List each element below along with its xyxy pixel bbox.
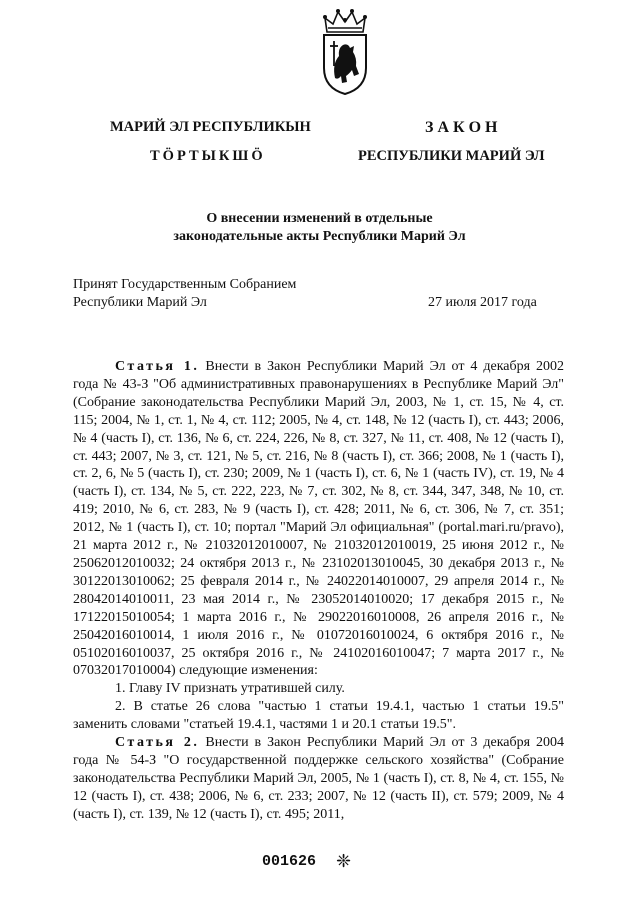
article-2-paragraph [73,734,564,824]
header-right-line2: РЕСПУБЛИКИ МАРИЙ ЭЛ [358,148,545,164]
article-2-text: Внести в Закон Республики Марий Эл от 3 декабря 2004 года № 54-З "О государственной поддержке сельского хозяйства" (Собрание законодательства Республики Марий Эл, 2005, № 1 (часть I), ст. 8, № 4, ст. 155, № 12 (часть I), ст. 438; 2006, № 6, ст. 233; 2007, № 12 (часть II), ст. 579; 2009, № 4 (часть I), ст. 139, № 12 (часть I), ст. 495; 2011, [73,735,565,822]
adoption-line1: Принят Государственным Собранием [73,277,297,292]
article-1-paragraph [73,358,564,680]
article-1-item-2: 2. В статье 26 слова "частью 1 статьи 19.4.1, частью 1 статьи 19.5" заменить словами "статьей 19.4.1, частями 1 и 20.1 статьи 19.5". [73,699,564,733]
mari-el-coat-of-arms-icon [319,8,371,96]
header-left-line1: МАРИЙ ЭЛ РЕСПУБЛИКЫН [110,119,311,135]
decorative-mark-icon: ❈ [336,851,352,872]
adoption-line2: Республики Марий Эл [73,295,207,310]
article-2-label: Статья 2. [115,735,200,751]
header-left-line2: ТӦРТЫКШӦ [150,148,266,164]
article-1-item-1: 1. Главу IV признать утратившей силу. [115,681,345,697]
article-1-text: Внести в Закон Республики Марий Эл от 4 декабря 2002 года № 43-З "Об административных правонарушениях в Республике Марий Эл" (Собрание законодательства Республики Марий Эл, 2003, № 1, ст. 15, № 4, ст. 115; 2004, № 1, ст. 1, № 4, ст. 112; 2005, № 4, ст. 148, № 12 (часть I), ст. 443; 2006, № 4 (часть I), ст. 136, № 6, ст. 224, 226, № 8, ст. 327, № 11, ст. 408, № 12 (часть I), ст. 443; 2007, № 3, ст. 121, № 5, ст. 216, № 8 (часть I), ст. 366; 2008, № 1 (часть I), ст. 2, 6, № 5 (часть I), ст. 230; 2009, № 1 (часть I), ст. 6, № 1 (часть IV), ст. 19, № 4 (часть I), ст. 134, № 5, ст. 222, 223, № 7, ст. 302, № 8, ст. 344, 347, 348, № 10, ст. 419; 2010, № 6, ст. 283, № 9 (часть I), ст. 428; 2011, № 6, ст. 306, № 7, ст. 351; 2012, № 1 (часть I), ст. 10; портал "Марий Эл официальная" (portal.mari.ru/pravo), 21 марта 2012 г., № 21032012010007, № 21032012010019, 25 июня 2012 г., № 25062012010032; 24 октября 2013 г., № 23102013010045, 30 декабря 2013 г., № 30122013010062; 25 февраля 2014 г., № 24022014010007, 29 апреля 2014 г., № 28042014010011, 23 мая 2014 г., № 23052014010020; 17 декабря 2015 г., № 17122015010054; 1 марта 2016 г., № 29022016010008, 26 апреля 2016 г., № 25042016010014, 1 июля 2016 г., № 01072016010024, 6 октября 2016 г., № 05102016010037, 25 октября 2016 г., № 24102016010047; 7 марта 2017 г., № 07032017010004) следующие изменения: [73,359,565,679]
document-number: 001626 [262,853,317,870]
header-right-line1: З А К О Н [425,119,498,136]
document-title [0,210,639,246]
title-line-2: законодательные акты Республики Марий Эл [173,229,466,244]
document-body [73,358,564,824]
title-line-1: О внесении изменений в отдельные [206,211,433,226]
article-1-label: Статья 1. [115,359,200,374]
adoption-date: 27 июля 2017 года [428,295,537,310]
